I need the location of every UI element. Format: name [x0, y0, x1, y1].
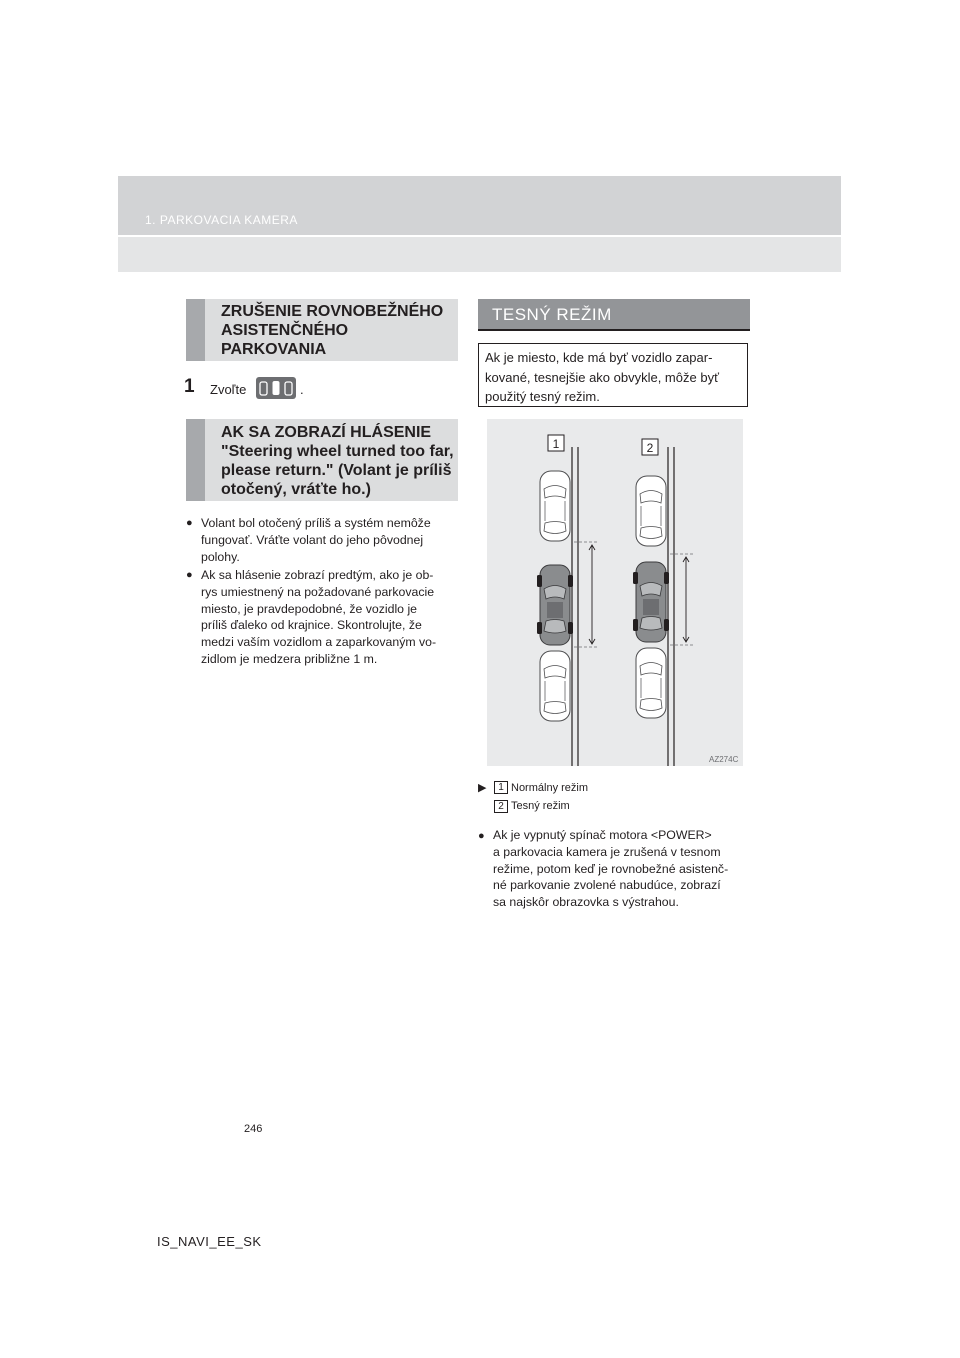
callout-label: 2	[646, 441, 654, 455]
parked-car-rear	[540, 651, 570, 721]
bullet-dot-icon: ●	[186, 569, 193, 581]
legend-text: Normálny režim	[511, 782, 589, 794]
legend-text: Tesný režim	[511, 800, 570, 812]
bullet-dot-icon: ●	[186, 517, 193, 529]
section-heading-bar	[186, 419, 205, 501]
parked-car-front	[636, 476, 666, 546]
title-line: otočený, vráťte ho.)	[221, 481, 371, 498]
arrow-right-icon: ▶	[478, 782, 487, 794]
bullet-paragraph: Ak je vypnutý spínač motora <POWER> a parkovacia kamera je zrušená v tesnom režime, potom keď je rovnobežné asistenč- né parkovanie zvolené nabudúce, zobrazí sa najskôr obrazovka s výstrahou.	[493, 828, 729, 910]
own-car	[633, 562, 669, 642]
step-period: .	[300, 382, 304, 397]
own-car	[537, 565, 573, 645]
title-line: ZRUŠENIE ROVNOBEŽNÉHO	[221, 303, 444, 320]
header-divider	[118, 235, 841, 237]
title-line: AK SA ZOBRAZÍ HLÁSENIE	[221, 424, 432, 441]
callout-label: 1	[552, 437, 560, 451]
legend-number-box: 2	[494, 800, 508, 813]
chapter-title: 1. PARKOVACIA KAMERA	[145, 213, 298, 227]
title-line: "Steering wheel turned too far,	[221, 443, 454, 460]
title-line: ASISTENČNÉHO	[221, 322, 349, 339]
section-title-cancel-parallel	[221, 302, 443, 359]
legend-number-box: 1	[494, 781, 508, 794]
figure-code: AZ274C	[709, 755, 739, 764]
parked-car-front	[540, 471, 570, 541]
title-line: PARKOVANIA	[221, 341, 327, 358]
parking-assist-icon	[256, 377, 296, 399]
document-code: IS_NAVI_EE_SK	[157, 1234, 262, 1249]
title-line: please return." (Volant je príliš	[221, 462, 452, 479]
bullet-dot-icon: ●	[478, 830, 485, 842]
description-text: Ak je miesto, kde má byť vozidlo zapar- kované, tesnejšie ako obvykle, môže byť použitý tesný režim.	[485, 350, 719, 404]
bullet-paragraph: Ak sa hlásenie zobrazí predtým, ako je ob- rys umiestnený na požadované parkovacie miesto, je pravdepodobné, že vozidlo je príliš ďaleko od krajnice. Skontrolujte, že medzi vaším vozidlom a zaparkovaným vo- zidlom je medzera približne 1 m.	[201, 568, 437, 666]
step-number: 1	[184, 376, 195, 397]
bullet-paragraph: Volant bol otočený príliš a systém nemôže fungovať. Vráťte volant do jeho pôvodnej polohy.	[201, 516, 431, 564]
header-lower-band	[118, 237, 841, 272]
parked-car-rear	[636, 648, 666, 718]
page-number: 246	[244, 1123, 263, 1135]
step-text: Zvoľte	[210, 382, 247, 397]
section-heading-bar	[186, 299, 205, 361]
section-title-tight-mode: TESNÝ REŽIM	[492, 305, 612, 324]
parking-diagram-figure	[487, 419, 743, 766]
section-title-message	[221, 423, 454, 499]
header-underline	[478, 329, 750, 331]
